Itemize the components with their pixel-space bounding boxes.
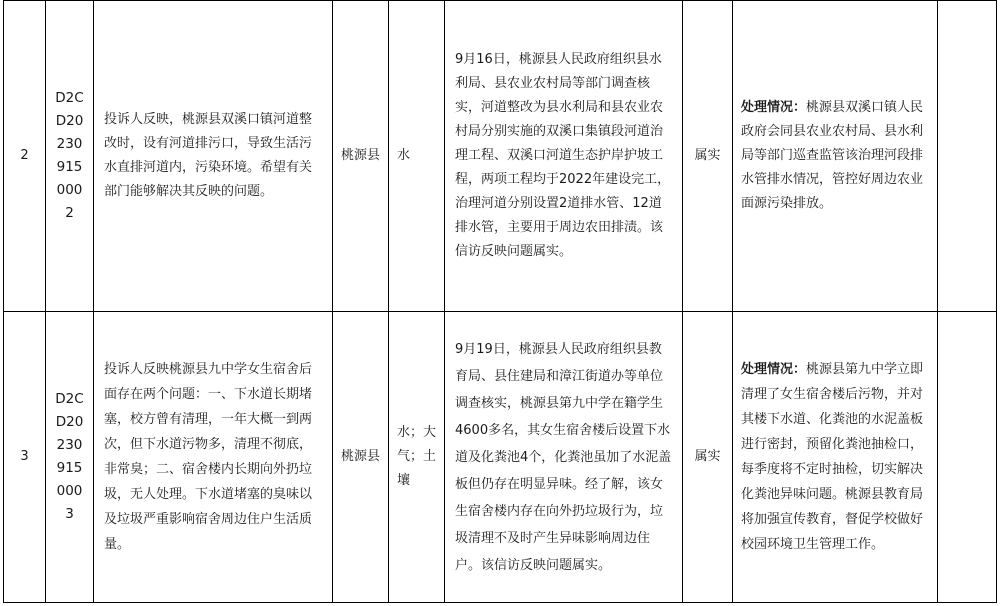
handling-label: 处理情况： [741,100,807,115]
investigation-result: 9月16日，桃源县人民政府组织县水利局、县农业农村局等部门调查核实，河道整改为县水利局和县农业农村局分别实施的双溪口集镇段河道治理工程、双溪口河道生态护岸护坡工程，两项工程均于2022年建设完工，治理河道分别设置2道排水管、12道排水管，主要用于周边农田排渍。该信访反映问题属实。 [445,1,683,312]
handling-text: 桃源县第九中学立即清理了女生宿舍楼后污物，并对其楼下水道、化粪池的水泥盖板进行密封，预留化粪池抽检口，每季度将不定时抽检，切实解决化粪池异味问题。桃源县教育局将加强宣传教育，督促学校做好校园环境卫生管理工作。 [741,362,924,552]
handling-status [733,1,938,312]
complaint-code: D2C D20 230 915 000 2 [46,1,94,312]
verdict: 属实 [683,312,733,603]
complaint-code: D2C D20 230 915 000 3 [46,312,94,603]
table-row [4,1,997,312]
county: 桃源县 [333,1,389,312]
investigation-result: 9月19日，桃源县人民政府组织县教育局、县住建局和漳江街道办等单位调查核实，桃源县第九中学在籍学生4600多名，其女生宿舍楼后设置下水道及化粪池4个，化粪池虽加了水泥盖板但仍存在明显异味。经了解，该女生宿舍楼内存在向外扔垃圾行为，垃圾清理不及时产生异味影响周边住户。该信访反映问题属实。 [445,312,683,603]
handling-text: 桃源县双溪口镇人民政府会同县农业农村局、县水利局等部门巡查监管该治理河段排水管排水情况，管控好周边农业面源污染排放。 [741,100,924,211]
complaint-table [3,0,997,603]
remarks [938,312,997,603]
pollution-type: 水；大气；土壤 [389,312,445,603]
remarks [938,1,997,312]
handling-label: 处理情况： [741,362,807,377]
table-row [4,312,997,603]
pollution-type: 水 [389,1,445,312]
row-index: 2 [4,1,46,312]
row-index: 3 [4,312,46,603]
county: 桃源县 [333,312,389,603]
complaint-content: 投诉人反映桃源县九中学女生宿舍后面存在两个问题：一、下水道长期堵塞，校方曾有清理，一年大概一到两次，但下水道污物多，清理不彻底，非常臭；二、宿舍楼内长期向外扔垃圾，无人处理。下水道堵塞的臭味以及垃圾严重影响宿舍周边住户生活质量。 [94,312,333,603]
handling-status [733,312,938,603]
verdict: 属实 [683,1,733,312]
complaint-content: 投诉人反映，桃源县双溪口镇河道整改时，设有河道排污口，导致生活污水直排河道内，污染环境。希望有关部门能够解决其反映的问题。 [94,1,333,312]
